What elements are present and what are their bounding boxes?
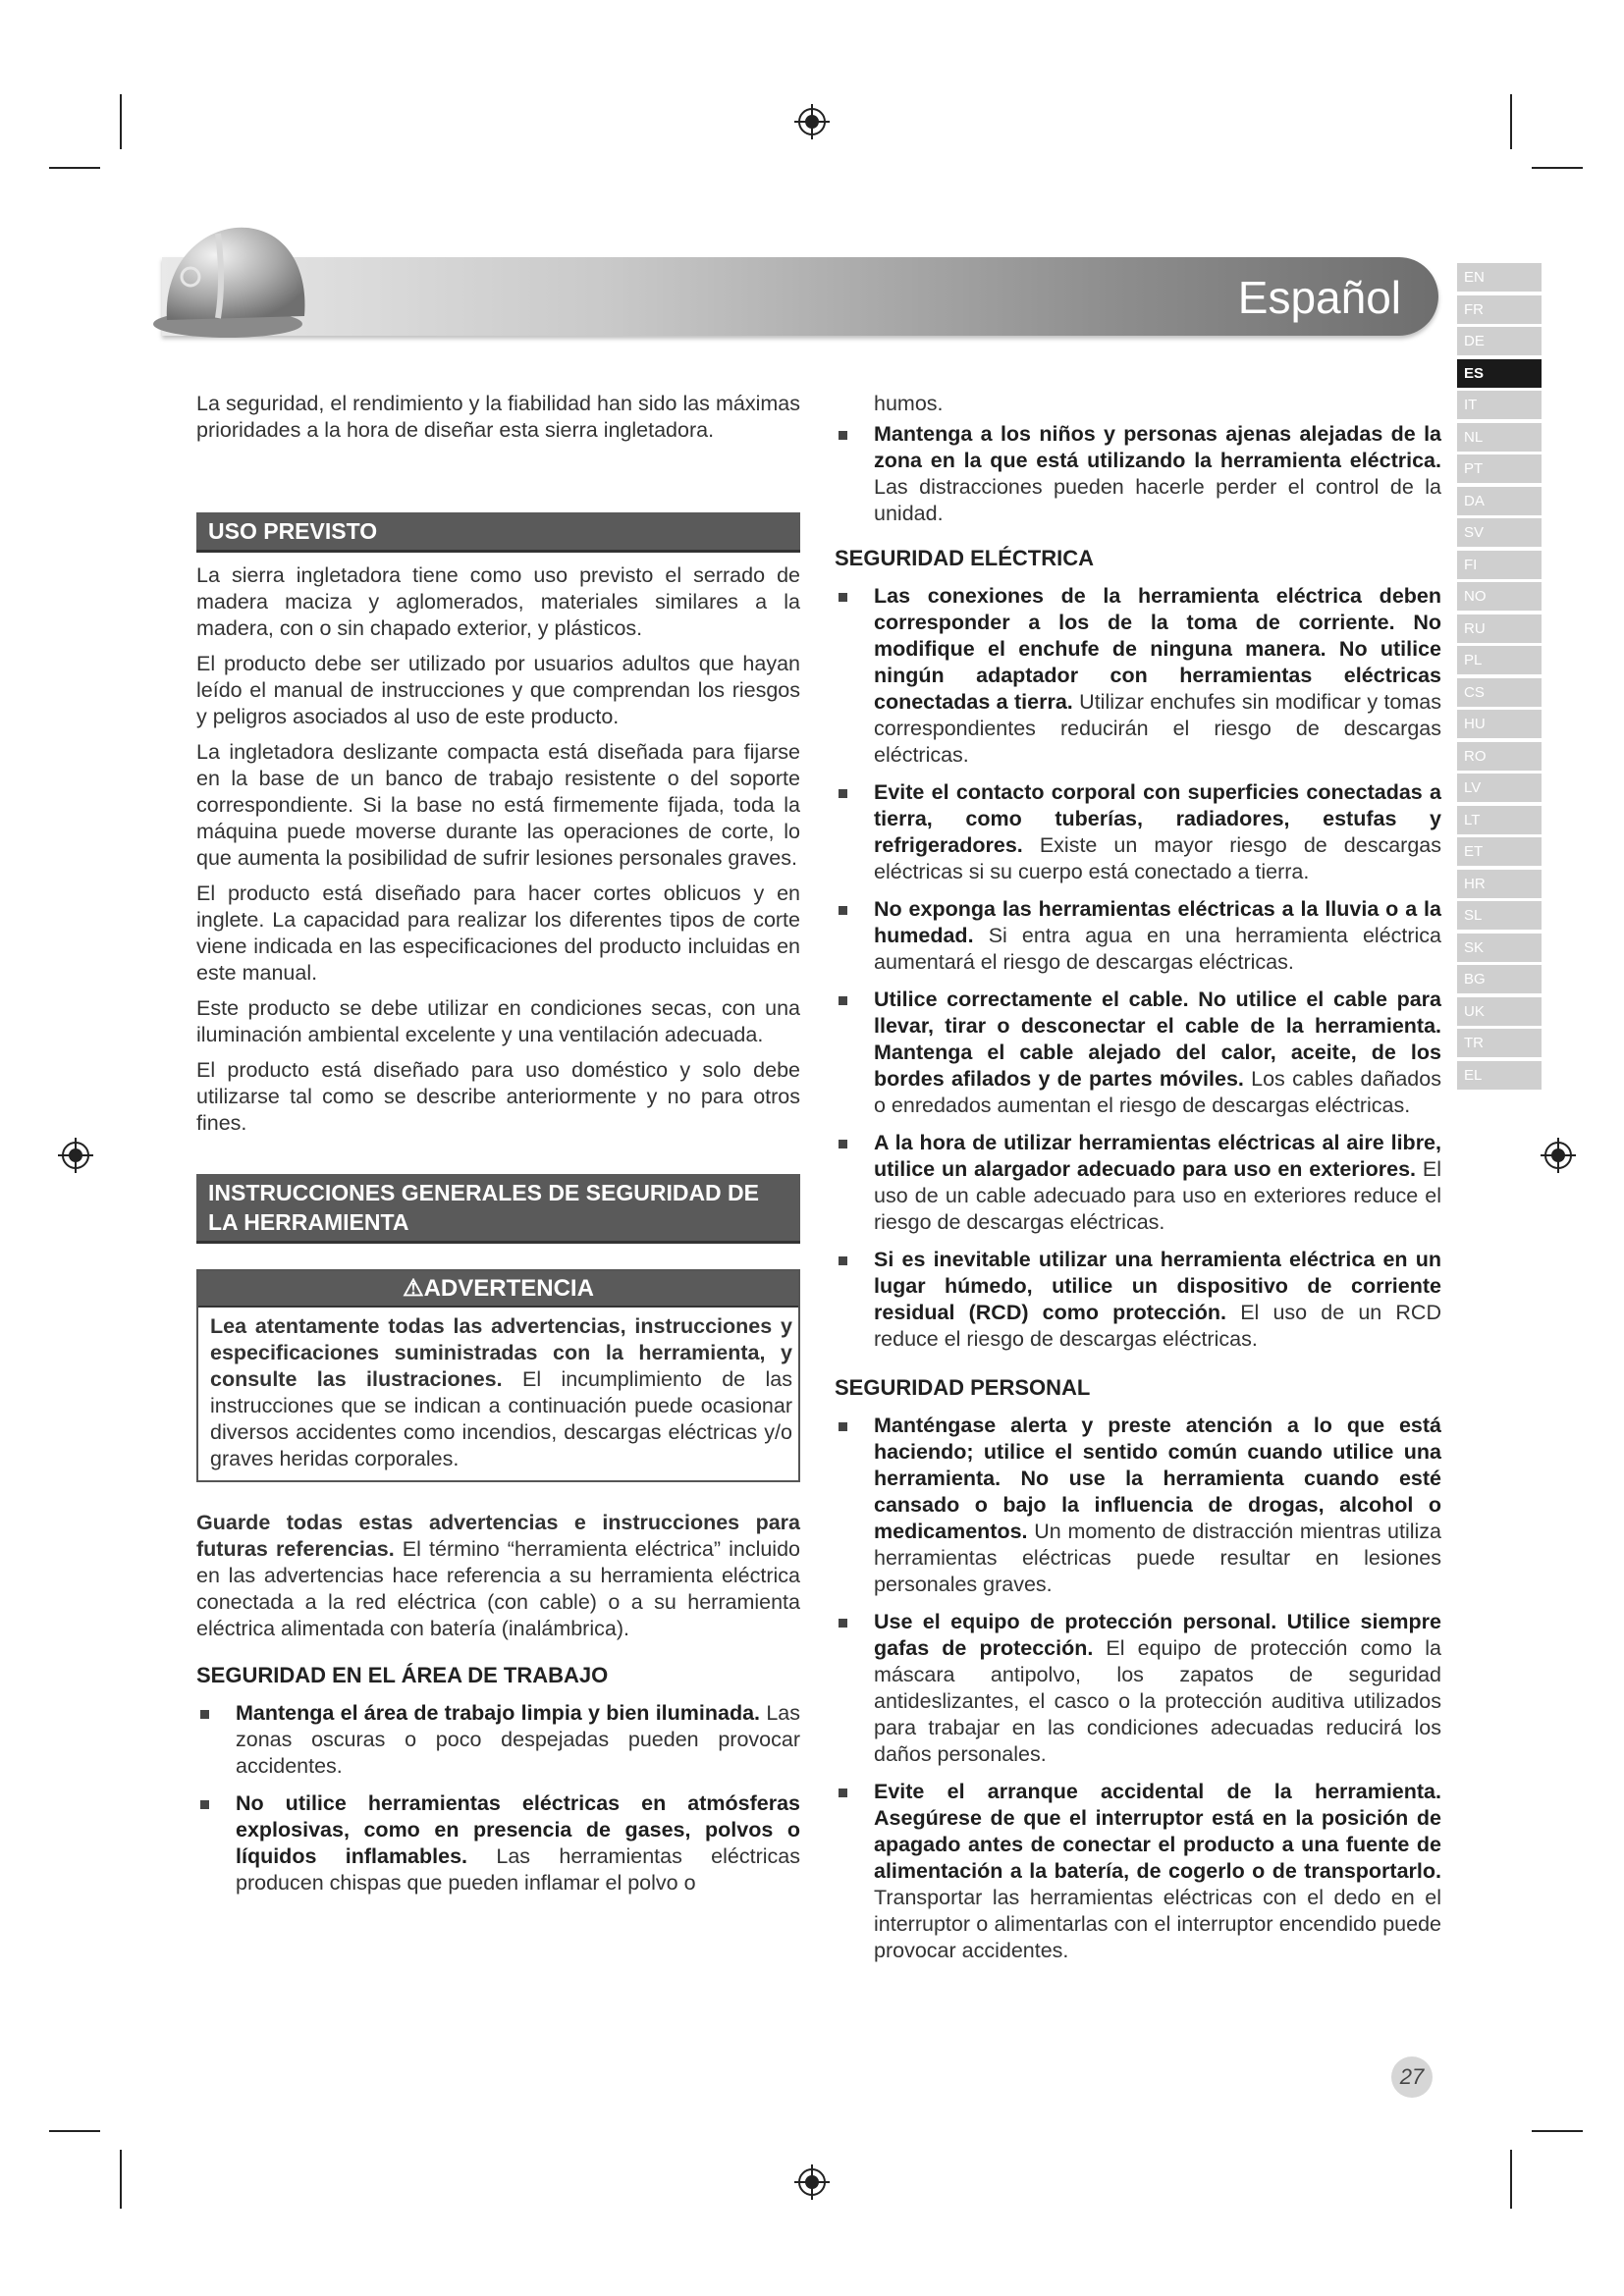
bullet-square-icon bbox=[839, 1256, 847, 1265]
bullet-square-icon bbox=[839, 906, 847, 915]
bullet-item: Evite el contacto corporal con superficies conectadas a tierra, como tuberías, radiadores, estufas y refrigeradores. Existe un mayor riesgo de descargas eléctricas si su cuerpo está conectado a tierra. bbox=[835, 779, 1441, 885]
paragraph: El producto debe ser utilizado por usuarios adultos que hayan leído el manual de instrucciones y que comprendan los riesgos y peligros asociados al uso de este producto. bbox=[196, 652, 800, 728]
bullet-square-icon bbox=[839, 593, 847, 602]
bullet-item: Las conexiones de la herramienta eléctrica deben corresponder a los de la toma de corriente. No modifique el enchufe de ninguna manera. No utilice ningún adaptador con herramientas eléctricas conectadas a tierra. Utilizar enchufes sin modificar y tomas correspondientes reducirán el riesgo de descargas eléctricas. bbox=[835, 583, 1441, 769]
right-column bbox=[835, 391, 1441, 1975]
work-area-bullets bbox=[196, 1700, 800, 1896]
bullet-square-icon bbox=[839, 1422, 847, 1431]
language-tab-pl[interactable]: PL bbox=[1457, 646, 1542, 674]
language-tab-sv[interactable]: SV bbox=[1457, 518, 1542, 547]
bullet-item: Manténgase alerta y preste atención a lo que está haciendo; utilice el sentido común cuando utilice una herramienta. No use la herramienta cuando esté cansado o bajo la influencia de drogas, alcohol o medicamentos. Un momento de distracción mientras utiliza herramientas eléctricas puede resultar en lesiones personales graves. bbox=[835, 1413, 1441, 1598]
keep-instructions-paragraph: Guarde todas estas advertencias e instrucciones para futuras referencias. El término “herramienta eléctrica” incluido en las advertencias hace referencia a su herramienta eléctrica conectada a la red eléctrica (con cable) o a su herramienta eléctrica alimentada con batería (inalámbrica). bbox=[196, 1511, 800, 1640]
language-tab-el[interactable]: EL bbox=[1457, 1061, 1542, 1090]
section-heading-personal: SEGURIDAD PERSONAL bbox=[835, 1375, 1091, 1400]
bullet-square-icon bbox=[200, 1800, 209, 1809]
top-bullets bbox=[835, 421, 1441, 527]
uso-previsto-text bbox=[196, 562, 800, 1137]
language-tab-nl[interactable]: NL bbox=[1457, 423, 1542, 452]
continuation-text: humos. bbox=[874, 392, 944, 415]
section-heading-uso-previsto: USO PREVISTO bbox=[196, 512, 800, 553]
bullet-item: Mantenga a los niños y personas ajenas alejadas de la zona en la que está utilizando la herramienta eléctrica. Las distracciones pueden hacerle perder el control de la unidad. bbox=[835, 421, 1441, 527]
left-column bbox=[196, 391, 800, 1907]
warning-text: Lea atentamente todas las advertencias, instrucciones y especificaciones suministradas con la herramienta, y consulte las ilustraciones. El incumplimiento de las instrucciones que se indican a continuación puede ocasionar diversos accidentes como incendios, descargas eléctricas y/o graves heridas corporales. bbox=[210, 1314, 792, 1470]
language-tab-hu[interactable]: HU bbox=[1457, 710, 1542, 738]
bullet-item: Si es inevitable utilizar una herramienta eléctrica en un lugar húmedo, utilice un dispositivo de corriente residual (RCD) como protección. El uso de un RCD reduce el riesgo de descargas eléctricas. bbox=[835, 1247, 1441, 1353]
bullet-item: Use el equipo de protección personal. Utilice siempre gafas de protección. El equipo de protección como la máscara antipolvo, los zapatos de seguridad antideslizantes, el casco o la protección auditiva utilizados para trabajar en las condiciones adecuadas reducirá los daños personales. bbox=[835, 1609, 1441, 1768]
paragraph: Este producto se debe utilizar en condiciones secas, con una iluminación ambiental excelente y una ventilación adecuada. bbox=[196, 996, 800, 1046]
header-banner bbox=[162, 257, 1438, 336]
language-tab-pt[interactable]: PT bbox=[1457, 454, 1542, 483]
crop-mark bbox=[49, 167, 100, 169]
safety-helmet-icon bbox=[149, 214, 321, 342]
language-tab-hr[interactable]: HR bbox=[1457, 870, 1542, 898]
paragraph: El producto está diseñado para uso doméstico y solo debe utilizarse tal como se describe anteriormente y no para otros fines. bbox=[196, 1058, 800, 1135]
language-tab-da[interactable]: DA bbox=[1457, 487, 1542, 515]
registration-mark-icon bbox=[1539, 1136, 1578, 1175]
crop-mark bbox=[49, 2130, 100, 2132]
language-tab-it[interactable]: IT bbox=[1457, 391, 1542, 419]
language-tab-sl[interactable]: SL bbox=[1457, 901, 1542, 930]
bullet-item: Mantenga el área de trabajo limpia y bien iluminada. Las zonas oscuras o poco despejadas pueden provocar accidentes. bbox=[196, 1700, 800, 1780]
language-tab-lt[interactable]: LT bbox=[1457, 806, 1542, 834]
language-tab-et[interactable]: ET bbox=[1457, 837, 1542, 866]
registration-mark-icon bbox=[56, 1136, 95, 1175]
crop-mark bbox=[120, 94, 122, 149]
electrical-bullets bbox=[835, 583, 1441, 1353]
crop-mark bbox=[1532, 2130, 1583, 2132]
bullet-square-icon bbox=[839, 1140, 847, 1148]
language-tab-es[interactable]: ES bbox=[1457, 359, 1542, 388]
warning-title: ⚠ADVERTENCIA bbox=[198, 1271, 798, 1308]
language-tab-bg[interactable]: BG bbox=[1457, 965, 1542, 993]
language-tab-tr[interactable]: TR bbox=[1457, 1029, 1542, 1057]
bullet-square-icon bbox=[839, 996, 847, 1005]
crop-mark bbox=[1510, 94, 1512, 149]
registration-mark-icon bbox=[792, 102, 832, 141]
paragraph: La ingletadora deslizante compacta está diseñada para fijarse en la base de un banco de trabajo resistente o del soporte correspondiente. Si la base no está firmemente fijada, toda la máquina puede moverse durante las operaciones de corte, lo que aumenta la posibilidad de sufrir lesiones personales graves. bbox=[196, 740, 800, 870]
bullet-item: No utilice herramientas eléctricas en atmósferas explosivas, como en presencia de gases, polvos o líquidos inflamables. Las herramientas eléctricas producen chispas que pueden inflamar el polvo o bbox=[196, 1790, 800, 1896]
language-tab-fi[interactable]: FI bbox=[1457, 551, 1542, 579]
paragraph: La sierra ingletadora tiene como uso previsto el serrado de madera maciza y aglomerados, materiales similares a la madera, con o sin chapado exterior, y plásticos. bbox=[196, 563, 800, 640]
language-tab-sk[interactable]: SK bbox=[1457, 934, 1542, 962]
crop-mark bbox=[120, 2150, 122, 2209]
language-tab-cs[interactable]: CS bbox=[1457, 678, 1542, 707]
language-tab-en[interactable]: EN bbox=[1457, 263, 1542, 292]
language-tab-de[interactable]: DE bbox=[1457, 327, 1542, 355]
bullet-square-icon bbox=[839, 1619, 847, 1628]
paragraph: El producto está diseñado para hacer cortes oblicuos y en inglete. La capacidad para realizar los diferentes tipos de corte viene indicada en las especificaciones del producto incluidas en este manual. bbox=[196, 881, 800, 985]
section-heading-electrical: SEGURIDAD ELÉCTRICA bbox=[835, 546, 1095, 570]
warning-triangle-icon: ⚠ bbox=[403, 1275, 424, 1302]
bullet-square-icon bbox=[839, 789, 847, 798]
language-tab-lv[interactable]: LV bbox=[1457, 774, 1542, 802]
section-heading-work-area: SEGURIDAD EN EL ÁREA DE TRABAJO bbox=[196, 1663, 609, 1687]
crop-mark bbox=[1510, 2150, 1512, 2209]
bullet-item: Utilice correctamente el cable. No utilice el cable para llevar, tirar o desconectar el cable de la herramienta. Mantenga el cable alejado del calor, aceite, de los bordes afilados y de partes móviles. Los cables dañados o enredados aumentan el riesgo de descargas eléctricas. bbox=[835, 987, 1441, 1119]
intro-paragraph: La seguridad, el rendimiento y la fiabilidad han sido las máximas prioridades a la hora de diseñar esta sierra ingletadora. bbox=[196, 392, 800, 442]
language-tab-ro[interactable]: RO bbox=[1457, 742, 1542, 771]
language-tabs bbox=[1457, 263, 1542, 1093]
section-heading-general-safety: INSTRUCCIONES GENERALES DE SEGURIDAD DE LA HERRAMIENTA bbox=[196, 1174, 800, 1244]
registration-mark-icon bbox=[792, 2163, 832, 2202]
bullet-item: Evite el arranque accidental de la herramienta. Asegúrese de que el interruptor está en la posición de apagado antes de conectar el producto a una fuente de alimentación a la batería, de cogerlo o de transportarlo. Transportar las herramientas eléctricas con el dedo en el interruptor o alimentarlas con el interruptor encendido puede provocar accidentes. bbox=[835, 1779, 1441, 1964]
bullet-item: No exponga las herramientas eléctricas a la lluvia o a la humedad. Si entra agua en una herramienta eléctrica aumentará el riesgo de descargas eléctricas. bbox=[835, 896, 1441, 976]
language-tab-no[interactable]: NO bbox=[1457, 582, 1542, 611]
page-number: 27 bbox=[1391, 2056, 1433, 2098]
language-tab-fr[interactable]: FR bbox=[1457, 295, 1542, 324]
bullet-square-icon bbox=[839, 431, 847, 440]
language-tab-uk[interactable]: UK bbox=[1457, 997, 1542, 1026]
bullet-item: A la hora de utilizar herramientas eléctricas al aire libre, utilice un alargador adecuado para uso en exteriores. El uso de un cable adecuado para uso en exteriores reduce el riesgo de descargas eléctricas. bbox=[835, 1130, 1441, 1236]
warning-box bbox=[196, 1269, 800, 1482]
bullet-square-icon bbox=[839, 1789, 847, 1797]
language-tab-ru[interactable]: RU bbox=[1457, 614, 1542, 643]
bullet-square-icon bbox=[200, 1710, 209, 1719]
page-title: Español bbox=[1237, 272, 1401, 323]
crop-mark bbox=[1532, 167, 1583, 169]
personal-bullets bbox=[835, 1413, 1441, 1964]
